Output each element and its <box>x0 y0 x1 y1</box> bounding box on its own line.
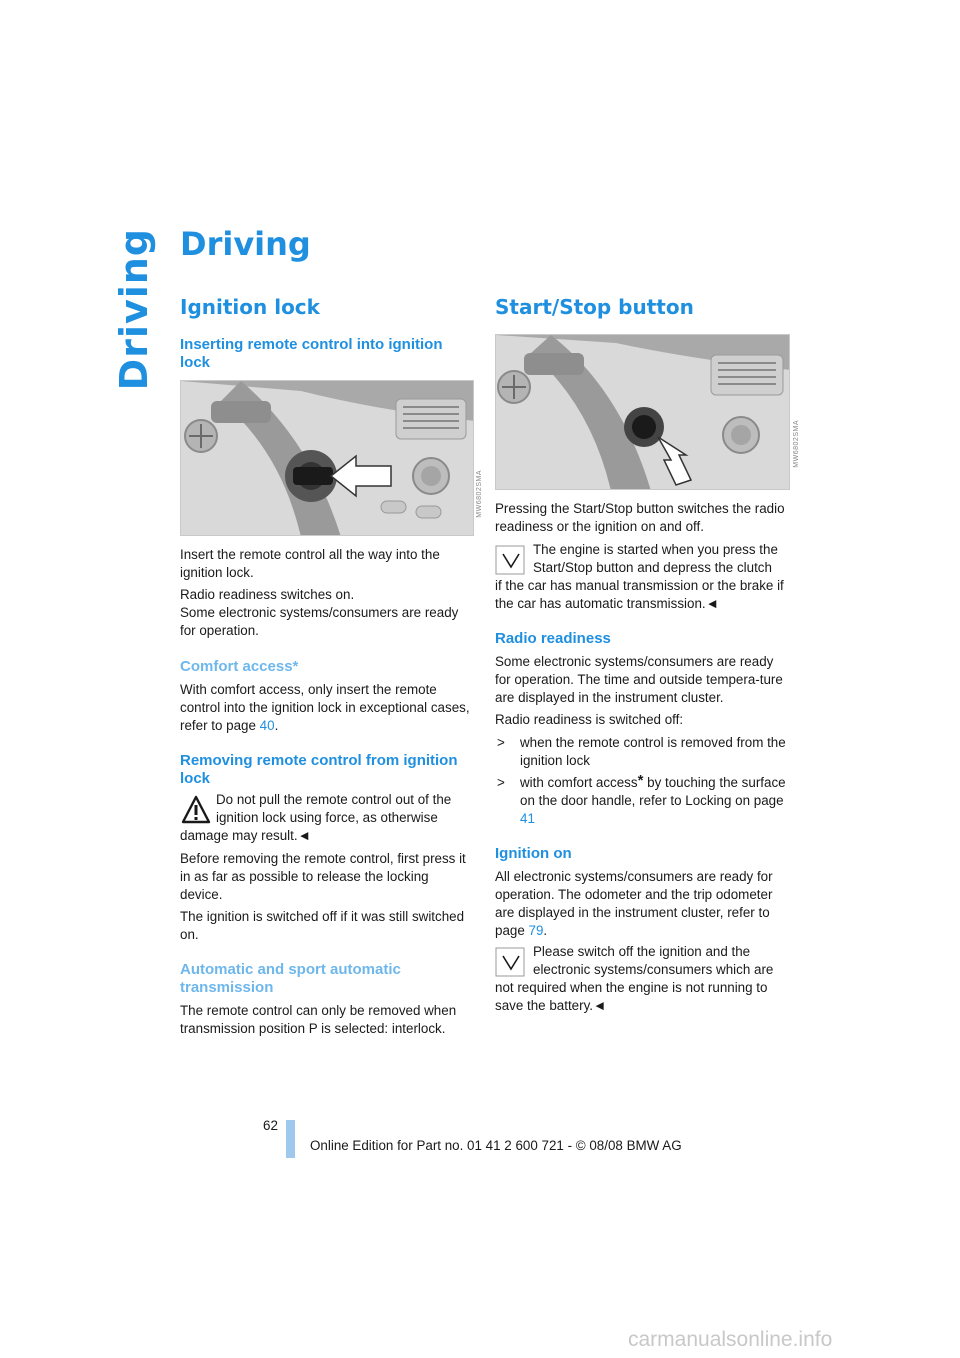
footer-edition-text: Online Edition for Part no. 01 41 2 600 721 - © 08/08 BMW AG <box>310 1138 682 1153</box>
note-engine-part2: if the car has manual transmission or the brake if the car has automatic transmission.◄ <box>495 578 784 611</box>
note-engine-part1: The engine is started when you press the Start/Stop button and depress the clutch <box>533 542 778 575</box>
start-stop-photo <box>495 334 790 490</box>
paragraph-pressing: Pressing the Start/Stop button switches the radio readiness or the ignition on and off. <box>495 501 785 534</box>
note-check-icon <box>495 545 525 575</box>
note-battery-part2: not required when the engine is not running to save the battery.◄ <box>495 980 768 1013</box>
page-link-79[interactable]: 79 <box>528 923 544 938</box>
subheading-automatic-transmission: Automatic and sport automatic transmission <box>180 961 401 996</box>
page-number: 62 <box>263 1118 278 1133</box>
note-check-icon <box>495 947 525 977</box>
end-mark: ◄ <box>297 828 311 843</box>
subheading-comfort-access: Comfort access* <box>180 658 299 675</box>
paragraph-comfort-access: With comfort access, only insert the remote control into the ignition lock in exceptional cases, refer to page 40. <box>180 682 470 733</box>
subheading-radio-readiness: Radio readiness <box>495 630 611 647</box>
chapter-side-tab: Driving <box>112 228 156 391</box>
paragraph-ignition-on: All electronic systems/consumers are ready for operation. The odometer and the trip odometer are displayed in the instrument cluster, refer to page 79. <box>495 869 773 938</box>
subheading-inserting: Inserting remote control into ignition lock <box>180 336 443 371</box>
paragraph-radio-readiness: Some electronic systems/consumers are ready for operation. The time and outside tempera-ture are displayed in the instrument cluster. <box>495 654 783 705</box>
bullet-item-comfort-access: with comfort access* by touching the surface on the door handle, refer to Locking on page 41 <box>520 772 786 826</box>
footer-accent-bar <box>286 1120 295 1158</box>
paragraph-systems-ready: Some electronic systems/consumers are ready for operation. <box>180 605 459 638</box>
bullet-marker: > <box>497 735 505 750</box>
optional-equipment-star: * <box>637 772 644 789</box>
ignition-lock-photo <box>180 380 474 536</box>
image-code: MW6802SMA <box>476 470 483 518</box>
paragraph-switched-off: The ignition is switched off if it was still switched on. <box>180 909 465 942</box>
paragraph-radio-off: Radio readiness is switched off: <box>495 712 684 727</box>
subheading-ignition-on: Ignition on <box>495 845 572 862</box>
bullet-marker: > <box>497 775 505 790</box>
warning-triangle-icon <box>181 795 211 825</box>
page-link-40[interactable]: 40 <box>259 718 275 733</box>
paragraph-insert: Insert the remote control all the way into the ignition lock. <box>180 547 440 580</box>
paragraph-before-removing: Before removing the remote control, first press it in as far as possible to release the locking device. <box>180 851 466 902</box>
section-heading-start-stop: Start/Stop button <box>495 295 694 319</box>
end-mark: ◄ <box>593 998 607 1013</box>
watermark: carmanualsonline.info <box>628 1328 833 1351</box>
end-mark: ◄ <box>705 596 719 611</box>
warning-text-part2: damage may result.◄ <box>180 828 311 843</box>
paragraph-automatic: The remote control can only be removed when transmission position P is selected: interlock. <box>180 1003 457 1036</box>
warning-text-part1: Do not pull the remote control out of the ignition lock using force, as otherwise <box>216 792 452 825</box>
page-title: Driving <box>180 225 311 263</box>
paragraph-radio-on: Radio readiness switches on. <box>180 587 355 602</box>
section-heading-ignition-lock: Ignition lock <box>180 295 320 319</box>
subheading-removing: Removing remote control from ignition lock <box>180 752 458 787</box>
bullet-item-remote-removed: when the remote control is removed from the ignition lock <box>520 735 786 768</box>
note-battery-part1: Please switch off the ignition and the electronic systems/consumers which are <box>533 944 774 977</box>
page-link-41[interactable]: 41 <box>520 811 535 826</box>
image-code: MW6802SMA <box>793 420 800 468</box>
